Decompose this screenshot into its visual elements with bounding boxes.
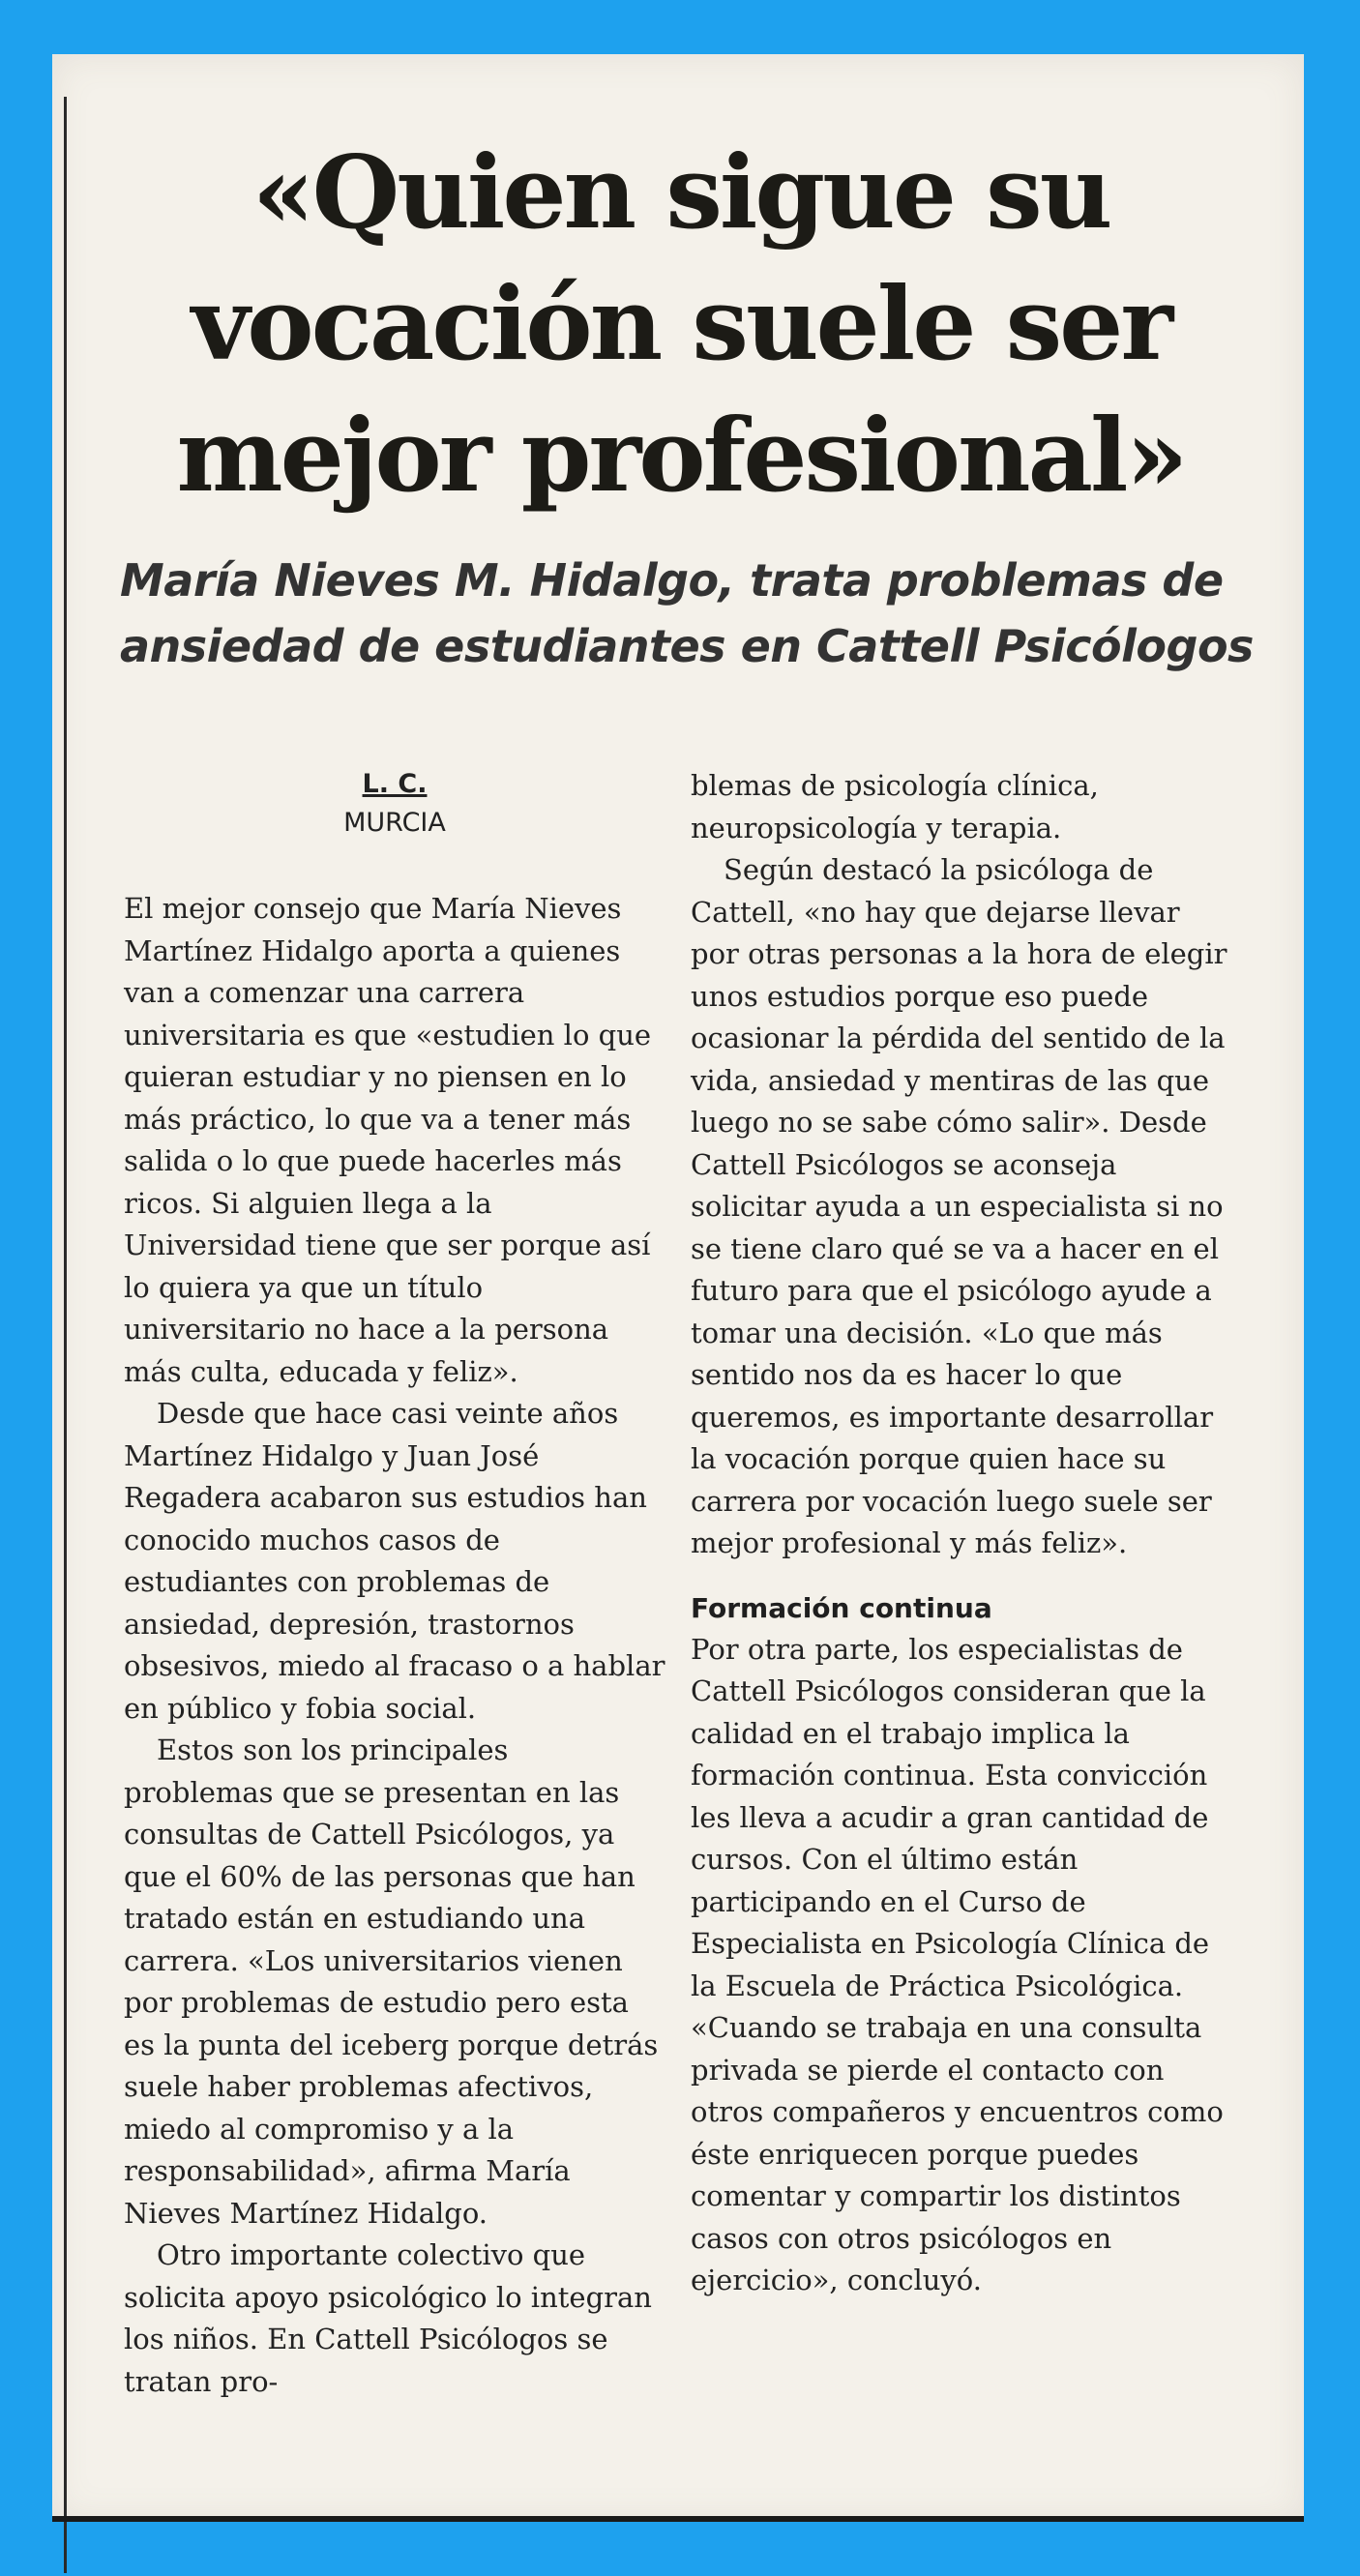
article-column-right (691, 765, 1232, 2302)
byline-author: L. C. (362, 769, 428, 799)
article-headline: «Quien sigue su vocación suele ser mejor profesional» (176, 133, 1186, 515)
article-paragraph: El mejor consejo que María Nieves Martínez Hidalgo aporta a quienes van a comenzar una carrera universitaria es que «estudien lo que quieran estudiar y no piensen en lo más práctico, lo que va a tener más salida o lo que puede hacerles más ricos. Si alguien llega a la Universidad tiene que ser porque así lo quiera ya que un título universitario no hace a la persona más culta, educada y feliz». (124, 892, 652, 1388)
bottom-rule (52, 2516, 1304, 2522)
article-paragraph: Por otra parte, los especialistas de Cattell Psicólogos consideran que la calidad en el trabajo implica la formación continua. Esta convicción les lleva a acudir a gran cantidad de cursos. Con el último están participando en el Curso de Especialista en Psicología Clínica de la Escuela de Práctica Psicológica. «Cuando se trabaja en una consulta privada se pierde el contacto con otros compañeros y encuentros como éste enriquecen porque puedes comentar y compartir los distintos casos con otros psicólogos en ejercicio», concluyó. (691, 1632, 1224, 2296)
byline-location: MURCIA (343, 808, 446, 838)
newspaper-clipping (52, 54, 1304, 2522)
column-rule (64, 97, 67, 2573)
byline (124, 765, 665, 843)
section-spacer (691, 1565, 1232, 1588)
article-paragraph: Según destacó la psicóloga de Cattell, «no hay que dejarse llevar por otras personas a la hora de elegir unos estudios porque eso puede ocasionar la pérdida del sentido de la vida, ansiedad y mentiras de las que luego no se sabe cómo salir». Desde Cattell Psicólogos se aconseja solicitar ayuda a un especialista si no se tiene claro qué se va a hacer en el futuro para que el psicólogo ayude a tomar una decisión. «Lo que más sentido nos da es hacer lo que queremos, es importante desarrollar la vocación porque quien hace su carrera por vocación luego suele ser mejor profesional y más feliz». (691, 853, 1227, 1559)
article-paragraph: Otro importante colectivo que solicita apoyo psicológico lo integran los niños. En Cattell Psicólogos se tratan pro- (124, 2238, 652, 2398)
section-heading: Formación continua (691, 1591, 992, 1624)
article-paragraph: blemas de psicología clínica, neuropsicología y terapia. (691, 769, 1099, 844)
article-column-left (124, 888, 665, 2403)
article-paragraph: Desde que hace casi veinte años Martínez Hidalgo y Juan José Regadera acabaron sus estudios han conocido muchos casos de estudiantes con problemas de ansiedad, depresión, trastornos obsesivos, miedo al fracaso o a hablar en público y fobia social. (124, 1397, 665, 1725)
article-paragraph: Estos son los principales problemas que se presentan en las consultas de Cattell Psicólogos, ya que el 60% de las personas que han tratado están en estudiando una carrera. «Los universitarios vienen por problemas de estudio pero esta es la punta del iceberg porque detrás suele haber problemas afectivos, miedo al compromiso y a la responsabilidad», afirma María Nieves Martínez Hidalgo. (124, 1733, 659, 2230)
article-subheadline: María Nieves M. Hidalgo, trata problemas de ansiedad de estudiantes en Cattell Psicólogos (120, 554, 1254, 672)
